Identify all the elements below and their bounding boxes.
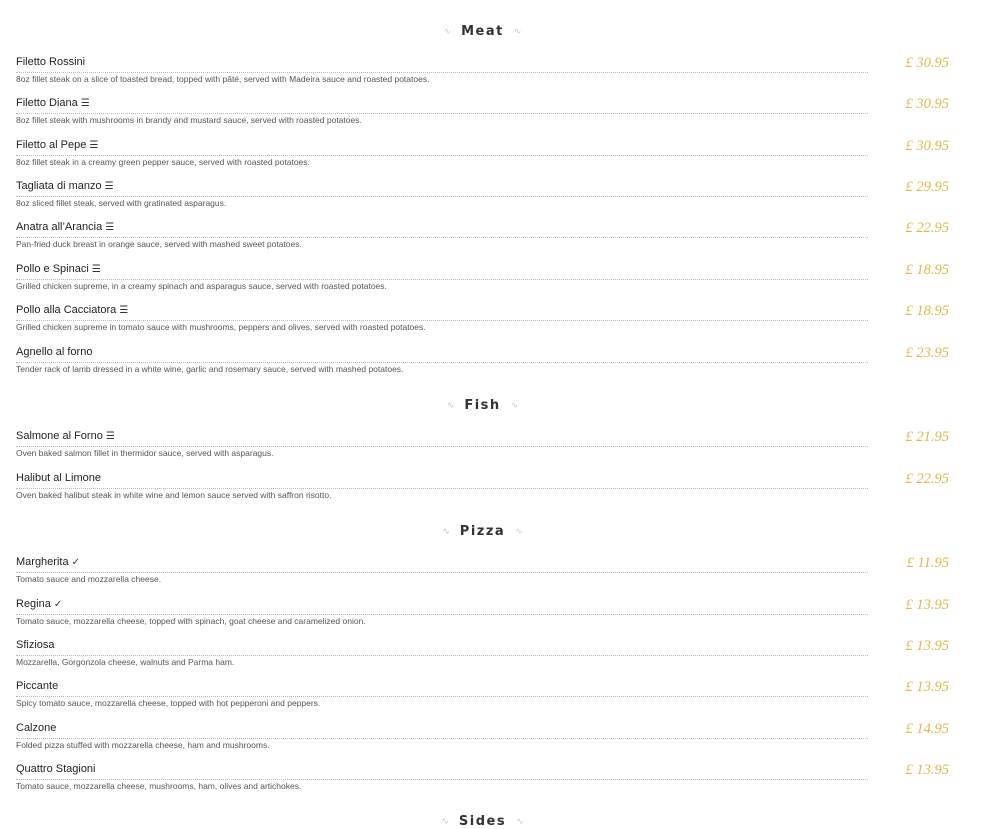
item-name: Halibut al Limone [16, 472, 101, 484]
item-name-wrap [16, 304, 130, 316]
menu-item [16, 555, 949, 586]
item-price: £ 30.95 [905, 138, 949, 154]
dotted-leader [16, 141, 868, 156]
menu-item [16, 345, 949, 376]
section-heading: Sides [458, 814, 507, 829]
item-description: Oven baked salmon fillet in thermidor sauce, served with asparagus. [16, 448, 274, 458]
menu-item [16, 262, 949, 293]
item-description: Tomato sauce and mozzarella cheese. [16, 574, 162, 584]
item-name-wrap [16, 221, 116, 233]
gluten-free-icon: ☰ [105, 222, 115, 233]
dotted-leader [16, 99, 868, 114]
item-name: Filetto al Pepe [16, 139, 87, 151]
item-description: Mozzarella, Gorgonzola cheese, walnuts and Parma ham. [16, 657, 235, 667]
section-heading: Pizza [459, 524, 506, 539]
item-name: Regina [16, 598, 51, 610]
gluten-free-icon: ☰ [80, 98, 90, 109]
item-name: Salmone al Forno [16, 430, 103, 442]
section-heading: Fish [464, 398, 501, 413]
gluten-free-icon: ☰ [89, 140, 99, 151]
item-name: Margherita [16, 556, 69, 568]
item-name: Calzone [16, 722, 57, 734]
vegetarian-icon: ✓ [53, 599, 63, 610]
item-name-wrap [16, 556, 82, 568]
item-name-wrap [16, 598, 64, 610]
item-description: Grilled chicken supreme, in a creamy spinach and asparagus sauce, served with roasted potatoes. [16, 281, 387, 291]
item-price: £ 21.95 [905, 429, 949, 445]
section-title-pizza [0, 524, 965, 539]
item-name: Quattro Stagioni [16, 763, 96, 775]
item-description: Folded pizza stuffed with mozzarella cheese, ham and mushrooms. [16, 740, 270, 750]
gluten-free-icon: ☰ [119, 305, 129, 316]
dotted-leader [16, 474, 868, 489]
menu-item [16, 429, 949, 460]
item-price: £ 30.95 [905, 96, 949, 112]
ornament-left-icon: ∿ [443, 26, 452, 37]
item-name-wrap [16, 139, 100, 151]
item-name-wrap [16, 97, 92, 109]
item-price: £ 22.95 [905, 220, 949, 236]
item-description: 8oz sliced fillet steak, served with gratinated asparagus. [16, 198, 227, 208]
ornament-right-icon: ∿ [515, 526, 523, 537]
dotted-leader [16, 724, 868, 739]
menu-item [16, 638, 949, 669]
item-name: Pollo alla Cacciatora [16, 304, 117, 316]
item-description: Grilled chicken supreme in tomato sauce with mushrooms, peppers and olives, served with roasted potatoes. [16, 322, 426, 332]
gluten-free-icon: ☰ [105, 431, 115, 442]
item-name: Pollo e Spinaci [16, 263, 89, 275]
dotted-leader [16, 765, 868, 780]
item-name-wrap [16, 430, 117, 442]
item-name: Filetto Diana [16, 97, 78, 109]
item-name-wrap [16, 180, 116, 192]
dotted-leader [16, 265, 868, 280]
item-price: £ 23.95 [905, 345, 949, 361]
item-price: £ 11.95 [906, 555, 949, 571]
item-name: Sfiziosa [16, 639, 55, 651]
item-price: £ 18.95 [905, 262, 949, 278]
ornament-left-icon: ∿ [446, 400, 455, 411]
dotted-leader [16, 432, 868, 447]
item-name: Piccante [16, 680, 59, 692]
menu-item [16, 303, 949, 334]
dotted-leader [16, 682, 868, 697]
item-price: £ 13.95 [905, 597, 949, 613]
item-name: Agnello al forno [16, 346, 93, 358]
menu-item [16, 762, 949, 793]
item-name-wrap [16, 263, 103, 275]
ornament-right-icon: ∿ [513, 26, 522, 37]
item-price: £ 22.95 [905, 471, 949, 487]
dotted-leader [16, 223, 868, 238]
ornament-right-icon: ∿ [510, 400, 519, 411]
dotted-leader [16, 641, 868, 656]
section-heading: Meat [461, 24, 504, 39]
item-description: Tender rack of lamb dressed in a white wine, garlic and rosemary sauce, served with mashed potatoes. [16, 364, 404, 374]
item-description: Pan-fried duck breast in orange sauce, served with mashed sweet potatoes. [16, 239, 302, 249]
item-description: Spicy tomato sauce, mozzarella cheese, topped with hot pepperoni and peppers. [16, 698, 321, 708]
item-description: Tomato sauce, mozzarella cheese, topped with spinach, goat cheese and caramelized onion. [16, 616, 366, 626]
menu-item [16, 96, 949, 127]
ornament-left-icon: ∿ [441, 816, 449, 827]
section-title-fish [0, 398, 965, 413]
dotted-leader [16, 600, 868, 615]
item-price: £ 29.95 [905, 179, 949, 195]
dotted-leader [16, 182, 868, 197]
section-title-meat [0, 24, 965, 39]
item-description: Oven baked halibut steak in white wine and lemon sauce served with saffron risotto. [16, 490, 332, 500]
item-name: Anatra all’Arancia [16, 221, 103, 233]
item-name: Tagliata di manzo [16, 180, 102, 192]
item-price: £ 13.95 [905, 762, 949, 778]
item-price: £ 13.95 [905, 638, 949, 654]
menu-item [16, 179, 949, 210]
item-price: £ 13.95 [905, 679, 949, 695]
vegetarian-icon: ✓ [71, 557, 80, 568]
dotted-leader [16, 306, 868, 321]
menu-item [16, 471, 949, 502]
menu-item [16, 679, 949, 710]
dotted-leader [16, 348, 868, 363]
item-description: 8oz fillet steak on a slice of toasted bread, topped with pâté, served with Madeira sauce and roasted potatoes. [16, 74, 430, 84]
menu-item [16, 55, 949, 86]
item-description: 8oz fillet steak in a creamy green pepper sauce, served with roasted potatoes. [16, 157, 310, 167]
dotted-leader [16, 58, 868, 73]
item-description: Tomato sauce, mozzarella cheese, mushrooms, ham, olives and artichokes. [16, 781, 302, 791]
item-price: £ 18.95 [905, 303, 949, 319]
dotted-leader [16, 558, 868, 573]
item-description: 8oz fillet steak with mushrooms in brandy and mustard sauce, served with roasted potatoes. [16, 115, 362, 125]
item-price: £ 30.95 [905, 55, 949, 71]
gluten-free-icon: ☰ [91, 264, 101, 275]
menu-item [16, 721, 949, 752]
gluten-free-icon: ☰ [104, 181, 114, 192]
menu-item [16, 597, 949, 628]
item-name: Filetto Rossini [16, 56, 86, 68]
ornament-right-icon: ∿ [516, 816, 524, 827]
menu-item [16, 138, 949, 169]
item-price: £ 14.95 [905, 721, 949, 737]
menu-item [16, 220, 949, 251]
ornament-left-icon: ∿ [442, 526, 450, 537]
